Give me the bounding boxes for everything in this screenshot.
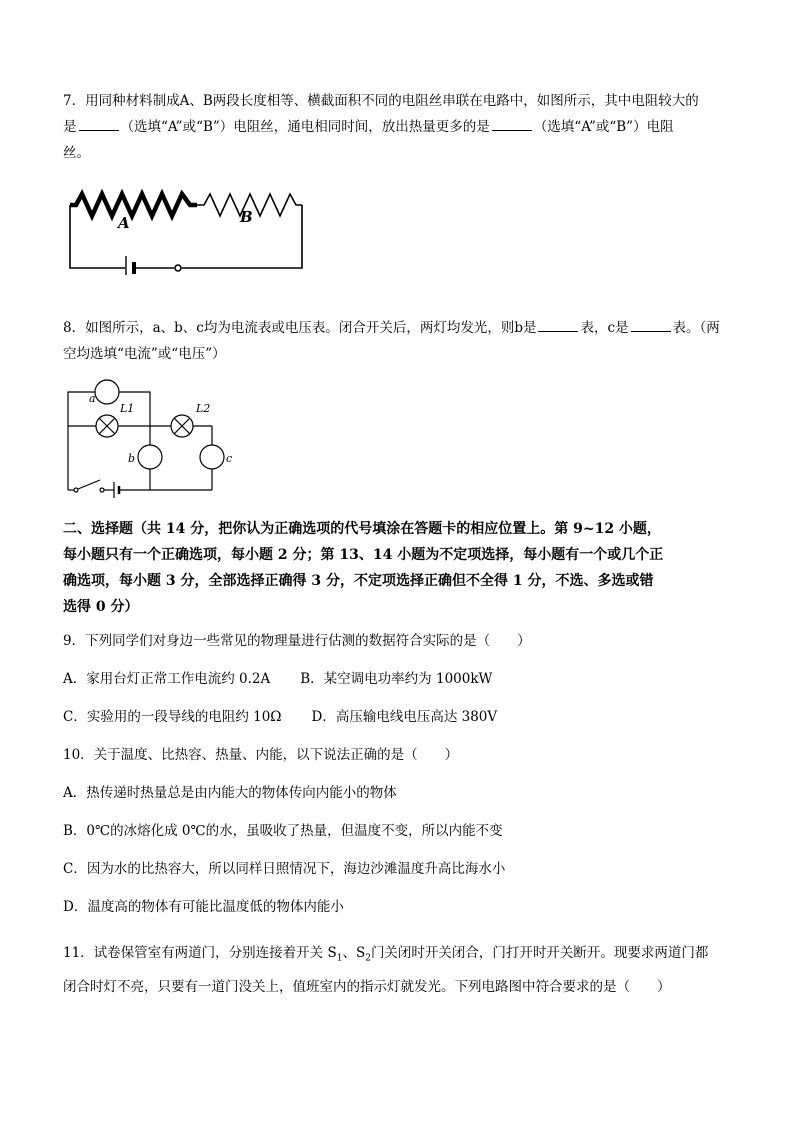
q11-line-1 bbox=[63, 940, 733, 972]
q9-option-c[interactable]: C．实验用的一段导线的电阻约 10Ω bbox=[63, 709, 282, 725]
q8-answer-blank-1[interactable] bbox=[538, 317, 578, 332]
q8-label-l1: L1 bbox=[120, 402, 135, 415]
q8-meter-a bbox=[95, 380, 119, 404]
q11-sub-1: 1 bbox=[336, 953, 343, 964]
q9-options-row-1 bbox=[63, 666, 733, 692]
q7-resistor-circuit-diagram bbox=[62, 180, 312, 275]
q7-resistor-a bbox=[70, 194, 197, 216]
q11-line-1b: 、S bbox=[342, 945, 366, 961]
q8-answer-blank-2[interactable] bbox=[631, 317, 671, 332]
q7-line-1: 7．用同种材料制成A、B两段长度相等、横截面积不同的电阻丝串联在电路中，如图所示，其中电阻较大的 bbox=[63, 93, 699, 109]
q8-label-b: b bbox=[128, 452, 136, 465]
q10-option-d[interactable]: D．温度高的物体有可能比温度低的物体内能小 bbox=[63, 899, 344, 915]
q9-option-b[interactable]: B．某空调电功率约为 1000kW bbox=[300, 671, 493, 687]
q7-switch-terminal bbox=[175, 265, 181, 271]
q7-line-2c: （选填“A”或“B”）电阻 bbox=[533, 119, 674, 135]
section2-line-2: 每小题只有一个正确选项，每小题 2 分；第 13、14 小题为不定项选择，每小题有一个或几个正 bbox=[63, 547, 664, 563]
q8-meter-circuit-diagram bbox=[62, 378, 232, 500]
q7-label-b: B bbox=[240, 208, 253, 226]
q7-answer-blank-1[interactable] bbox=[79, 116, 119, 131]
q9-option-d[interactable]: D．高压输电线电压高达 380V bbox=[311, 709, 498, 725]
q9-stem: 9．下列同学们对身边一些常见的物理量进行估测的数据符合实际的是（ ） bbox=[63, 633, 531, 649]
q7-line-2b: （选填“A”或“B”）电阻丝，通电相同时间，放出热量更多的是 bbox=[120, 119, 490, 135]
q7-label-a: A bbox=[118, 214, 130, 232]
q8-label-l2: L2 bbox=[196, 402, 211, 415]
q10-option-b[interactable]: B．0℃的冰熔化成 0℃的水，虽吸收了热量，但温度不变，所以内能不变 bbox=[63, 823, 503, 839]
q10-option-c[interactable]: C．因为水的比热容大，所以同样日照情况下，海边沙滩温度升高比海水小 bbox=[63, 861, 506, 877]
q8-line-1c: 表。（两 bbox=[672, 320, 720, 336]
q8-line-2: 空均选填“电流”或“电压”） bbox=[63, 346, 226, 362]
q10-stem: 10．关于温度、比热容、热量、内能，以下说法正确的是（ ） bbox=[63, 747, 459, 763]
section2-line-3: 确选项，每小题 3 分，全部选择正确得 3 分，不定项选择正确但不全得 1 分，不选、多选或错 bbox=[63, 573, 654, 589]
q8-switch-pivot bbox=[74, 488, 78, 492]
q8-line-1a: 8．如图所示，a、b、c均为电流表或电压表。闭合开关后，两灯均发光，则b是 bbox=[63, 320, 537, 336]
q9-option-a[interactable]: A．家用台灯正常工作电流约 0.2A bbox=[63, 671, 271, 687]
q7-line-2a: 是 bbox=[63, 119, 77, 135]
q8-line-1b: 表，c是 bbox=[580, 320, 629, 336]
q8-label-c: c bbox=[226, 452, 232, 465]
section2-line-1: 二、选择题（共 14 分，把你认为正确选项的代号填涂在答题卡的相应位置上。第 9~12 小题， bbox=[63, 521, 661, 537]
q9-options-row-2 bbox=[63, 704, 733, 730]
q7-line-3: 丝。 bbox=[63, 145, 90, 161]
q7-line-2 bbox=[63, 114, 733, 140]
q8-switch-blade bbox=[78, 480, 100, 489]
q11-sub-2: 2 bbox=[365, 953, 371, 964]
q8-line-1 bbox=[63, 315, 733, 341]
section2-line-4: 选得 0 分） bbox=[63, 599, 139, 615]
q8-meter-c bbox=[200, 445, 224, 469]
q8-label-a: a bbox=[89, 392, 96, 405]
q8-meter-b bbox=[138, 445, 162, 469]
q11-line-1c: 门关闭时开关闭合，门打开时开关断开。现要求两道门都 bbox=[370, 945, 709, 961]
q11-line-1a: 11．试卷保管室有两道门，分别连接着开关 S bbox=[63, 945, 337, 961]
q7-answer-blank-2[interactable] bbox=[492, 116, 532, 131]
q11-line-2: 闭合时灯不亮，只要有一道门没关上，值班室内的指示灯就发光。下列电路图中符合要求的是（ ） bbox=[63, 979, 671, 995]
q10-option-a[interactable]: A．热传递时热量总是由内能大的物体传向内能小的物体 bbox=[63, 785, 397, 801]
